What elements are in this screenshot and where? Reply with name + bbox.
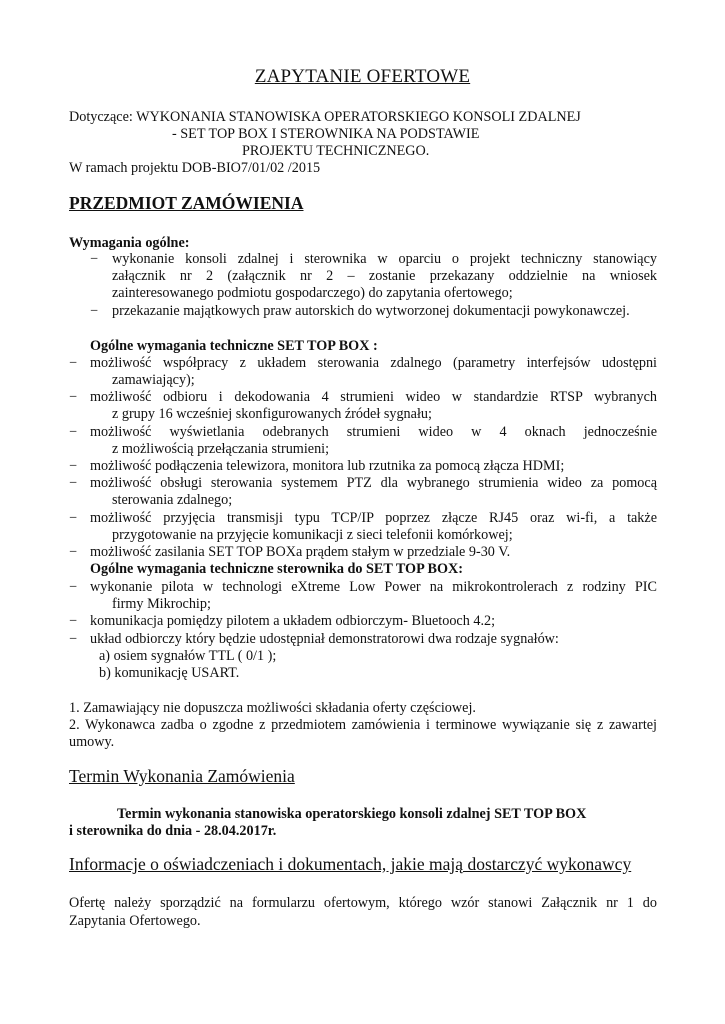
dash-bullet: − — [69, 510, 78, 526]
dash-bullet: − — [69, 424, 78, 440]
dash-bullet: − — [69, 579, 78, 595]
dotyczy-line-1: Dotyczące: WYKONANIA STANOWISKA OPERATORSKIEGO KONSOLI ZDALNEJ — [69, 109, 581, 125]
general-label: Wymagania ogólne: — [69, 235, 190, 251]
sub-item-a: a) osiem sygnałów TTL ( 0/1 ); — [99, 648, 277, 664]
dotyczy-line-2: - SET TOP BOX I STEROWNIKA NA PODSTAWIE — [172, 126, 480, 142]
stb-item-1-line-2: zamawiający); — [112, 372, 195, 388]
dash-bullet: − — [69, 631, 78, 647]
dash-bullet: − — [69, 389, 78, 405]
general-item-1-line-3: zainteresowanego podmiotu gospodarczego) do zapytania ofertowego; — [112, 285, 513, 301]
stb-item-5-line-2: sterowania zdalnego; — [112, 492, 233, 508]
dash-bullet: − — [69, 458, 78, 474]
dash-bullet: − — [90, 251, 99, 267]
stb-item-3-line-1: możliwość wyświetlania odebranych strumieni wideo w 4 oknach jednocześnie — [90, 424, 657, 440]
project-number: W ramach projektu DOB-BIO7/01/02 /2015 — [69, 160, 321, 176]
ster-item-1-line-1: wykonanie pilota w technologi eXtreme Low Power na mikrokontrolerach z rodziny PIC — [90, 579, 657, 595]
dash-bullet: − — [69, 355, 78, 371]
info-line-1: Ofertę należy sporządzić na formularzu ofertowym, którego wzór stanowi Załącznik nr 1 do — [69, 895, 657, 911]
general-item-1-line-1: wykonanie konsoli zdalnej i sterownika w oparciu o projekt techniczny stanowiący — [112, 251, 657, 267]
general-item-1-line-2: załącznik nr 2 (załącznik nr 2 – zostanie przekazany oddzielnie na wniosek — [112, 268, 657, 284]
stb-label: Ogólne wymagania techniczne SET TOP BOX : — [90, 338, 378, 354]
stb-item-1-line-1: możliwość współpracy z układem sterowania zdalnego (parametry interfejsów udostępni — [90, 355, 657, 371]
dash-bullet: − — [90, 303, 99, 319]
stb-item-7-line-1: możliwość zasilania SET TOP BOXa prądem stałym w przedziale 9-30 V. — [90, 544, 511, 560]
dash-bullet: − — [69, 475, 78, 491]
info-line-2: Zapytania Ofertowego. — [69, 913, 201, 929]
sub-item-b: b) komunikację USART. — [99, 665, 240, 681]
stb-item-2-line-1: możliwość odbioru i dekodowania 4 strumieni wideo w standardzie RTSP wybranych — [90, 389, 657, 405]
termin-line-1: Termin wykonania stanowiska operatorskiego konsoli zdalnej SET TOP BOX — [117, 806, 587, 822]
ster-item-3-line-1: układ odbiorczy który będzie udostępniał demonstratorowi dwa rodzaje sygnałów: — [90, 631, 559, 647]
stb-item-4-line-1: możliwość podłączenia telewizora, monitora lub rzutnika za pomocą złącza HDMI; — [90, 458, 565, 474]
stb-item-3-line-2: z możliwością przełączania strumieni; — [112, 441, 330, 457]
stb-item-2-line-2: z grupy 16 wcześniej skonfigurowanych źródeł sygnału; — [112, 406, 432, 422]
note-2-line-2: umowy. — [69, 734, 115, 750]
general-item-2-line-1: przekazanie majątkowych praw autorskich do wytworzonej dokumentacji powykonawczej. — [112, 303, 630, 319]
dotyczy-line-3: PROJEKTU TECHNICZNEGO. — [242, 143, 430, 159]
note-2-line-1: 2. Wykonawca zadba o zgodne z przedmiotem zamówienia i terminowe wywiązanie się z zawartej — [69, 717, 657, 733]
stb-item-5-line-1: możliwość obsługi sterowania systemem PTZ dla wybranego strumienia wideo za pomocą — [90, 475, 657, 491]
note-1: 1. Zamawiający nie dopuszcza możliwości składania oferty częściowej. — [69, 700, 476, 716]
stb-item-6-line-2: przygotowanie na przyjęcie komunikacji z sieci telefonii komórkowej; — [112, 527, 513, 543]
przedmiot-heading: PRZEDMIOT ZAMÓWIENIA — [69, 193, 304, 213]
document-title: ZAPYTANIE OFERTOWE — [254, 66, 471, 87]
termin-heading: Termin Wykonania Zamówienia — [69, 766, 295, 786]
sterownik-label: Ogólne wymagania techniczne sterownika do SET TOP BOX: — [90, 561, 463, 577]
ster-item-1-line-2: firmy Mikrochip; — [112, 596, 211, 612]
dash-bullet: − — [69, 613, 78, 629]
dash-bullet: − — [69, 544, 78, 560]
termin-line-2: i sterownika do dnia - 28.04.2017r. — [69, 823, 277, 839]
info-heading: Informacje o oświadczeniach i dokumentach, jakie mają dostarczyć wykonawcy — [69, 854, 632, 874]
ster-item-2-line-1: komunikacja pomiędzy pilotem a układem odbiorczym- Bluetooch 4.2; — [90, 613, 496, 629]
stb-item-6-line-1: możliwość przyjęcia transmisji typu TCP/IP poprzez złącze RJ45 oraz wi-fi, a także — [90, 510, 657, 526]
